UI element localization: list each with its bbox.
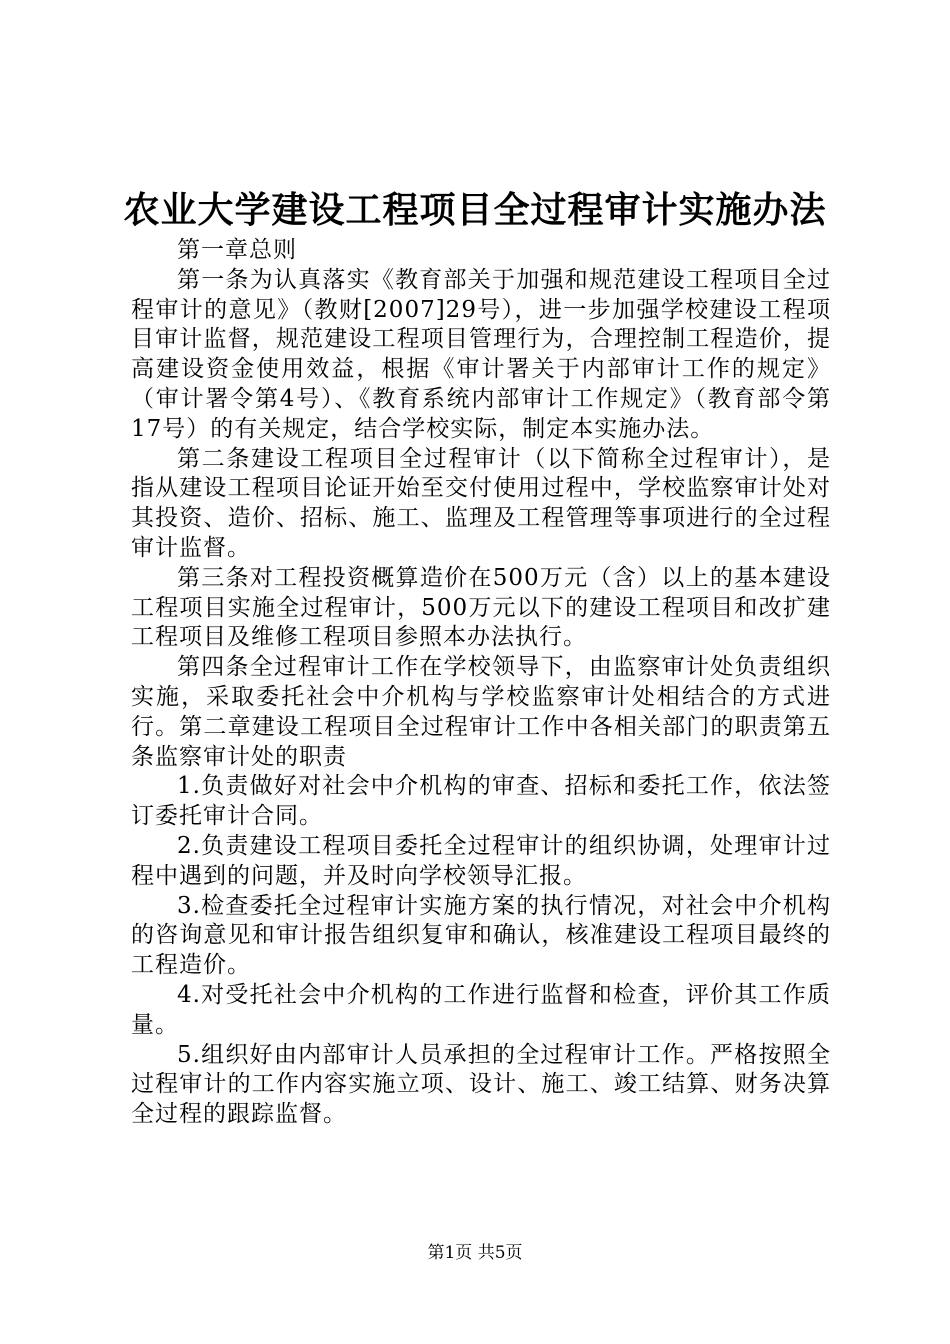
list-item-1: 1.负责做好对社会中介机构的审查、招标和委托工作，依法签订委托审计合同。 [131, 773, 831, 830]
document-title: 农业大学建设工程项目全过程审计实施办法 [123, 189, 827, 231]
paragraph-article-4: 第四条全过程审计工作在学校领导下，由监察审计处负责组织实施，采取委托社会中介机构与学校监察审计处相结合的方式进行。第二章建设工程项目全过程审计工作中各相关部门的职责第五条监察审计处的职责 [131, 654, 831, 770]
list-item-3: 3.检查委托全过程审计实施方案的执行情况，对社会中介机构的咨询意见和审计报告组织复审和确认，核准建设工程项目最终的工程造价。 [131, 892, 831, 979]
paragraph-article-1: 第一条为认真落实《教育部关于加强和规范建设工程项目全过程审计的意见》（教财[2007]29号），进一步加强学校建设工程项目审计监督，规范建设工程项目管理行为，合理控制工程造价，提高建设资金使用效益，根据《审计署关于内部审计工作的规定》（审计署令第4号）、《教育系统内部审计工作规定》（教育部令第17号）的有关规定，结合学校实际，制定本实施办法。 [131, 266, 831, 442]
chapter-heading: 第一章总则 [177, 237, 297, 263]
paragraph-article-2: 第二条建设工程项目全过程审计（以下简称全过程审计），是指从建设工程项目论证开始至交付使用过程中，学校监察审计处对其投资、造价、招标、施工、监理及工程管理等事项进行的全过程审计监督。 [131, 445, 831, 561]
page-number-footer: 第1页 共5页 [427, 1243, 523, 1263]
list-item-5: 5.组织好由内部审计人员承担的全过程审计工作。严格按照全过程审计的工作内容实施立项、设计、施工、竣工结算、财务决算全过程的跟踪监督。 [131, 1041, 831, 1128]
list-item-4: 4.对受托社会中介机构的工作进行监督和检查，评价其工作质量。 [131, 981, 831, 1038]
document-body [131, 236, 831, 1130]
list-item-2: 2.负责建设工程项目委托全过程审计的组织协调，处理审计过程中遇到的问题，并及时向学校领导汇报。 [131, 832, 831, 889]
paragraph-article-3: 第三条对工程投资概算造价在500万元（含）以上的基本建设工程项目实施全过程审计，500万元以下的建设工程项目和改扩建工程项目及维修工程项目参照本办法执行。 [131, 564, 831, 651]
